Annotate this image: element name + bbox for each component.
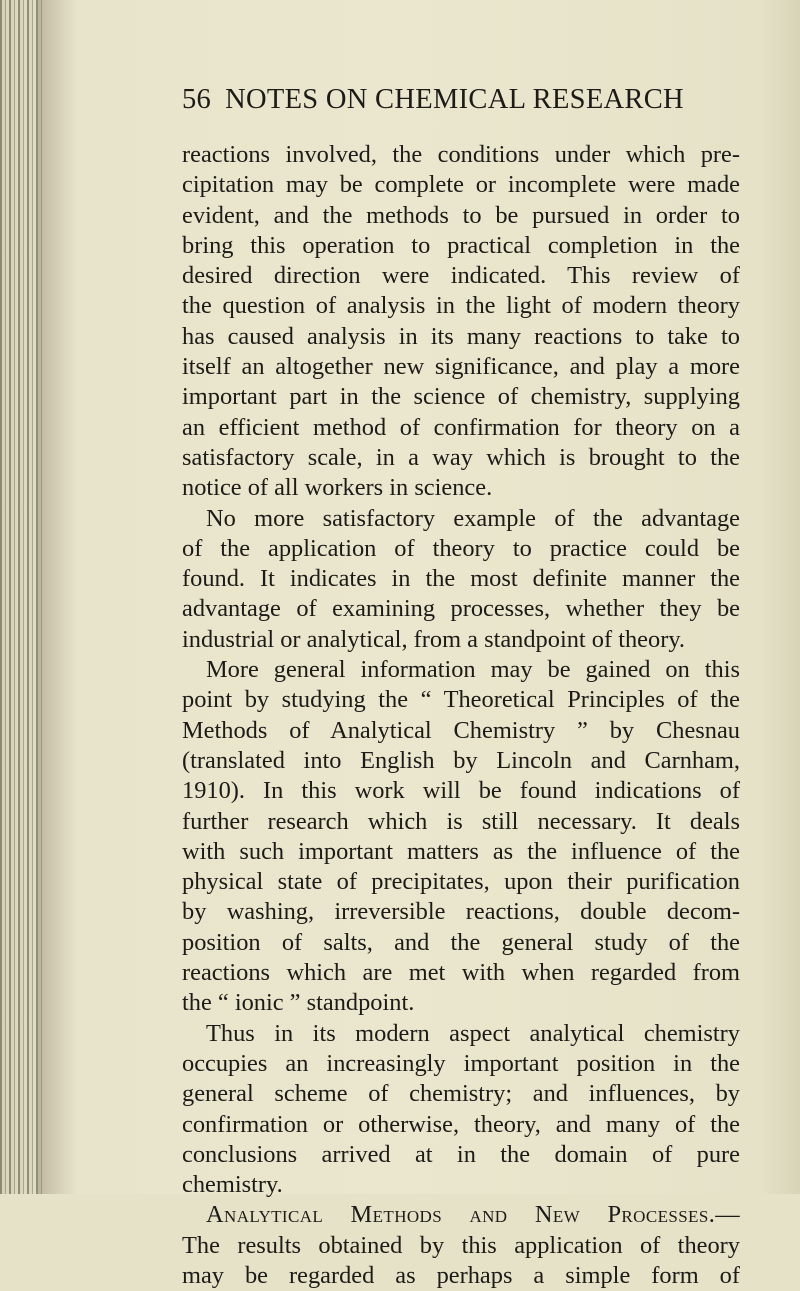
text-line: (translated into English by Lincoln and Carnham,: [182, 746, 740, 774]
text-line: the “ ionic ” standpoint.: [182, 989, 415, 1017]
text-line: evident, and the methods to be pursued in order to: [182, 201, 740, 229]
text-line: desired direction were indicated. This review of: [182, 262, 740, 290]
text-line: bring this operation to practical completion in the: [182, 231, 740, 259]
text-line: by washing, irreversible reactions, double decom-: [182, 898, 740, 926]
text-line: found. It indicates in the most definite manner the: [182, 565, 740, 593]
text-line: has caused analysis in its many reactions to take to: [182, 322, 740, 350]
gutter-shadow: [38, 0, 78, 1194]
text-line: Methods of Analytical Chemistry ” by Chesnau: [182, 716, 740, 744]
text-line: of the application of theory to practice could be: [182, 534, 740, 562]
text-line: may be regarded as perhaps a simple form of: [182, 1261, 740, 1289]
text-line: confirmation or otherwise, theory, and many of the: [182, 1110, 740, 1138]
text-line: cipitation may be complete or incomplete were made: [182, 171, 740, 199]
text-line: reactions involved, the conditions under which pre-: [182, 141, 740, 168]
text-line: reactions which are met with when regarded from: [182, 959, 740, 987]
text-line: general scheme of chemistry; and influences, by: [182, 1080, 740, 1108]
page-body: [182, 140, 740, 1291]
text-line: Thus in its modern aspect analytical chemistry: [206, 1019, 740, 1047]
text-line: conclusions arrived at in the domain of pure: [182, 1140, 740, 1168]
text-line: notice of all workers in science.: [182, 474, 493, 502]
text-line: More general information may be gained on this: [206, 656, 740, 684]
section-heading-line: Analytical Methods and New Processes.—: [206, 1201, 740, 1229]
text-line: satisfactory scale, in a way which is brought to the: [182, 443, 740, 471]
text-line: point by studying the “ Theoretical Principles of the: [182, 686, 740, 714]
text-line: No more satisfactory example of the advantage: [206, 504, 740, 532]
text-line: 1910). In this work will be found indications of: [182, 777, 740, 805]
text-line: itself an altogether new significance, and play a more: [182, 353, 740, 381]
text-line: The results obtained by this application of theory: [182, 1231, 740, 1259]
running-title: NOTES ON CHEMICAL RESEARCH: [225, 84, 684, 115]
page-number: 56: [182, 84, 212, 115]
running-header: [182, 84, 742, 116]
text-line: advantage of examining processes, whether they be: [182, 595, 740, 623]
text-line: occupies an increasingly important position in the: [182, 1049, 740, 1077]
text-line: with such important matters as the influence of the: [182, 837, 740, 865]
text-line: the question of analysis in the light of modern theory: [182, 292, 740, 320]
text-line: chemistry.: [182, 1171, 283, 1199]
text-line: an efficient method of confirmation for theory on a: [182, 413, 740, 441]
text-line: physical state of precipitates, upon their purification: [182, 868, 740, 896]
text-line: further research which is still necessary. It deals: [182, 807, 740, 835]
text-line: position of salts, and the general study of the: [182, 928, 740, 956]
text-line: important part in the science of chemistry, supplying: [182, 383, 740, 411]
text-line: industrial or analytical, from a standpoint of theory.: [182, 625, 686, 653]
